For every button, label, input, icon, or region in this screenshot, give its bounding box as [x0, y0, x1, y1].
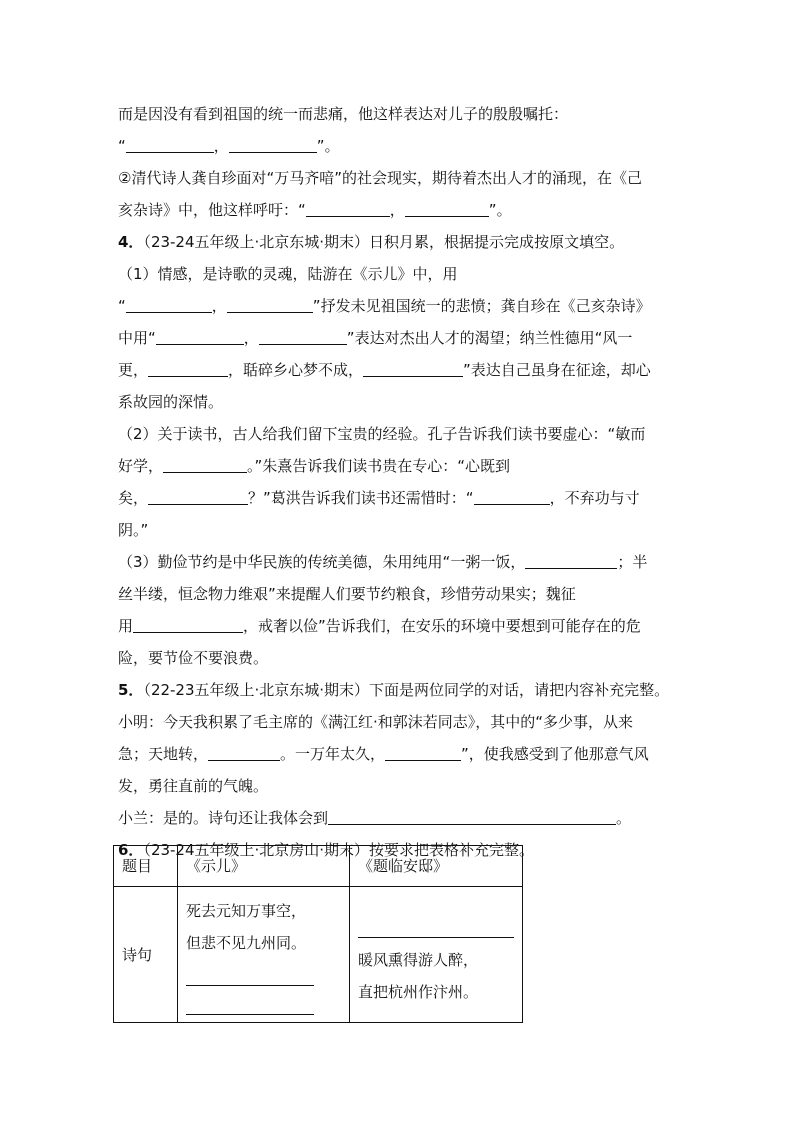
table-header-cell: 《题临安邸》: [350, 846, 523, 887]
answer-blank[interactable]: [363, 358, 463, 377]
text-line: [118, 770, 678, 802]
table-header-cell: 题目: [114, 846, 178, 887]
text: ②清代诗人龚自珍面对“万马齐喑”的社会现实，期待着杰出人才的涌现，在《己: [118, 169, 642, 187]
text: 好学，: [118, 457, 164, 475]
text: ”。: [316, 137, 340, 155]
text: 中用“: [118, 329, 156, 347]
answer-blank[interactable]: [133, 614, 243, 633]
text: ”。: [488, 201, 512, 219]
text-line: [118, 514, 678, 546]
text: ”抒发未见祖国统一的悲愤；龚自珍在《己亥杂诗》: [312, 297, 651, 315]
answer-blank[interactable]: [208, 742, 280, 761]
text: 险，要节俭不要浪费。: [118, 649, 269, 667]
table-header-row: [114, 846, 523, 887]
answer-blank[interactable]: [474, 486, 550, 505]
text: （1）情感，是诗歌的灵魂，陆游在《示儿》中，用: [118, 265, 458, 283]
answer-blank[interactable]: [148, 358, 228, 377]
text-line: [118, 802, 678, 834]
text-line: [118, 706, 678, 738]
text: （3）勤俭节约是中华民族的传统美德，朱用纯用“一粥一饭，: [118, 553, 526, 571]
poem-line: 死去元知万事空，: [186, 902, 307, 920]
text-line: [118, 450, 678, 482]
text: 矣，: [118, 489, 149, 507]
text: ”，使我感受到了他那意气风: [461, 745, 649, 763]
text: 小兰：是的。诗句还让我体会到: [118, 809, 329, 827]
text: （23-24五年级上·北京房山·期末）按要求把表格补充完整。: [143, 841, 535, 859]
poem-line: 暖风熏得游人醉，: [358, 951, 479, 969]
text: 阴。”: [118, 521, 149, 539]
text: 更，: [118, 361, 149, 379]
text: 急；天地转，: [118, 745, 209, 763]
answer-blank[interactable]: [148, 486, 248, 505]
text-line: [118, 98, 678, 130]
answer-blank[interactable]: [227, 294, 313, 313]
text: 小明：今天我积累了毛主席的《满江红·和郭沫若同志》，其中的“多少事，从来: [118, 713, 634, 731]
text-line: [118, 354, 678, 386]
answer-blank[interactable]: [306, 198, 390, 217]
text-line: [118, 610, 678, 642]
text: ，: [243, 329, 259, 347]
question-4-heading: [118, 226, 678, 258]
table-row: [114, 887, 523, 1023]
text-line: [118, 418, 678, 450]
question-number: 4．: [118, 233, 144, 251]
row-label: 诗句: [114, 887, 178, 1023]
answer-blank[interactable]: [358, 915, 514, 938]
text-line: [118, 482, 678, 514]
answer-blank[interactable]: [385, 742, 461, 761]
tilin-cell: [350, 887, 523, 1023]
answer-blank[interactable]: [163, 454, 247, 473]
text-line: [118, 642, 678, 674]
question-5-heading: [118, 674, 678, 706]
text-line: [118, 290, 678, 322]
text-line: [118, 162, 678, 194]
text: ，聒碎乡心梦不成，: [228, 361, 364, 379]
text: ”表达自己虽身在征途，却心: [463, 361, 651, 379]
text: （22-23五年级上·北京东城·期末）下面是两位同学的对话，请把内容补充完整。: [143, 681, 670, 699]
poem-line: 直把杭州作汴州。: [358, 983, 479, 1001]
shier-cell: [178, 887, 350, 1023]
text: 丝半缕，恒念物力维艰”来提醒人们要节约粮食，珍惜劳动果实；魏征: [118, 585, 576, 603]
answer-blank[interactable]: [229, 134, 317, 153]
text-line: [118, 546, 678, 578]
answer-blank[interactable]: [186, 992, 314, 1015]
text: ，: [213, 137, 229, 155]
poem-line: 但悲不见九州同。: [186, 934, 307, 952]
text: “: [118, 137, 126, 155]
text-line: [118, 258, 678, 290]
answer-blank[interactable]: [126, 294, 212, 313]
answer-blank[interactable]: [405, 198, 489, 217]
text: 用: [118, 617, 134, 635]
text: （23-24五年级上·北京东城·期末）日积月累，根据提示完成按原文填空。: [143, 233, 625, 251]
document-body: [118, 98, 678, 866]
question-number: 6．: [118, 841, 144, 859]
answer-blank[interactable]: [156, 326, 244, 345]
answer-blank[interactable]: [186, 963, 314, 986]
text-line: [118, 738, 678, 770]
text: “: [118, 297, 126, 315]
text: ，戒奢以俭”告诉我们，在安乐的环境中要想到可能存在的危: [243, 617, 641, 635]
text: 。”朱熹告诉我们读书贵在专心：“心既到: [247, 457, 511, 475]
text-line: [118, 578, 678, 610]
text-line: [118, 322, 678, 354]
answer-blank[interactable]: [328, 806, 616, 825]
text: ”表达对杰出人才的渴望；纳兰性德用“风一: [346, 329, 633, 347]
poem-table: [113, 845, 523, 1023]
text-line: [118, 386, 678, 418]
text: 发，勇往直前的气魄。: [118, 777, 269, 795]
answer-blank[interactable]: [259, 326, 347, 345]
text: 系故园的深情。: [118, 393, 224, 411]
text: ；半: [617, 553, 648, 571]
text: （2）关于读书，古人给我们留下宝贵的经验。孔子告诉我们读书要虚心：“敏而: [118, 425, 646, 443]
text: 。: [616, 809, 632, 827]
answer-blank[interactable]: [525, 550, 617, 569]
text: ？”葛洪告诉我们读书还需惜时：“: [248, 489, 474, 507]
text: ，: [389, 201, 405, 219]
text-line: [118, 130, 678, 162]
table-header-cell: 《示儿》: [178, 846, 350, 887]
text: 而是因没有看到祖国的统一而悲痛，他这样表达对儿子的殷殷嘱托：: [118, 105, 569, 123]
text-line: [118, 194, 678, 226]
question-number: 5．: [118, 681, 144, 699]
text: 。一万年太久，: [280, 745, 386, 763]
text: 亥杂诗》中，他这样呼吁：“: [118, 201, 306, 219]
answer-blank[interactable]: [126, 134, 214, 153]
text: ，不弃功与寸: [549, 489, 640, 507]
text: ，: [211, 297, 227, 315]
